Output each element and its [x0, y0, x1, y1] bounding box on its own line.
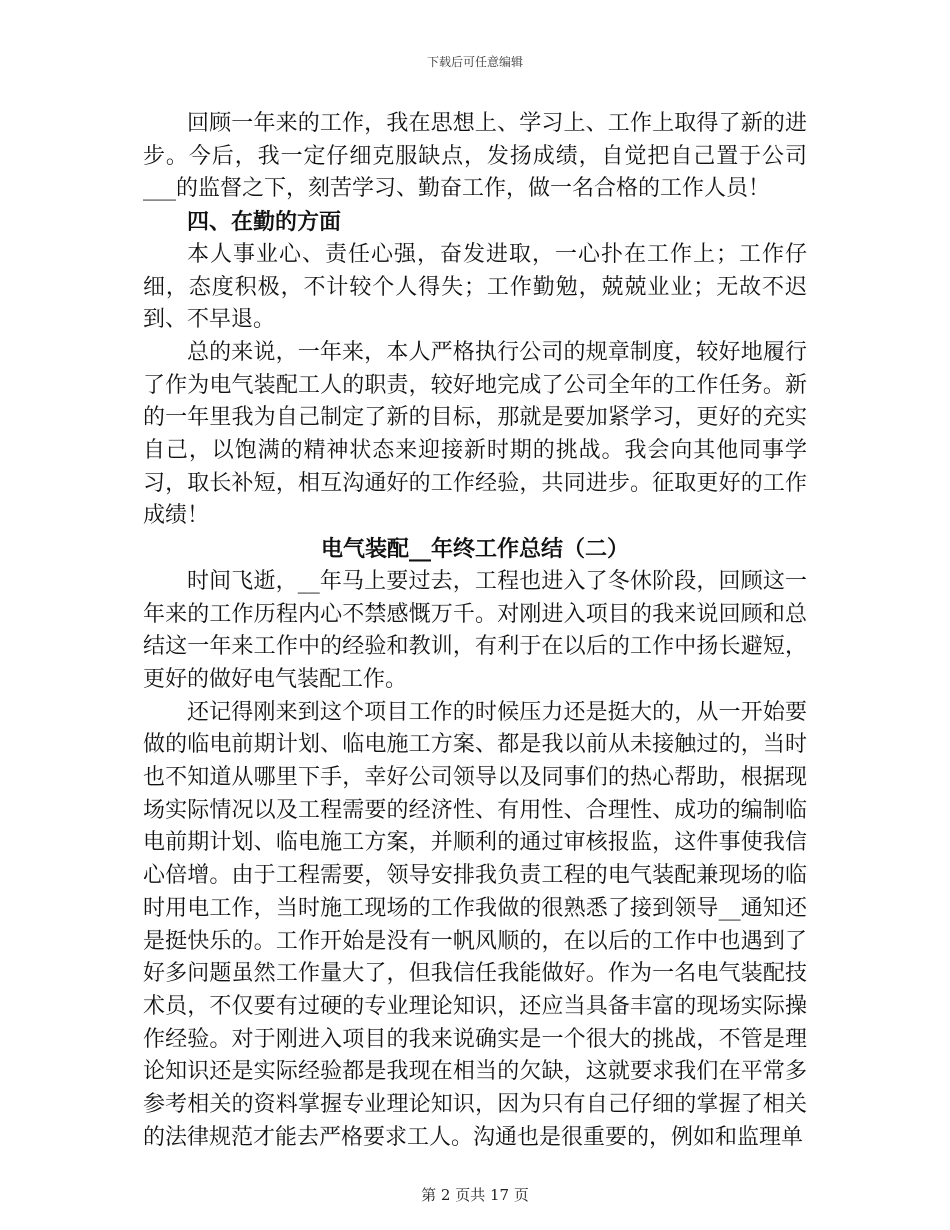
page-header: 下载后可任意编辑: [426, 55, 523, 69]
paragraph-project-experience: 还记得刚来到这个项目工作的时候压力还是挺大的，从一开始要做的临电前期计划、临电施工方案、都是我以前从未接触过的，当时也不知道从哪里下手，幸好公司领导以及同事们的热心帮助，根据现场实际情况以及工程需要的经济性、有用性、合理性、成功的编制临电前期计划、临电施工方案，并顺利的通过审核报监，这件事使我信心倍增。由于工程需要，领导安排我负责工程的电气装配兼现场的临时用电工作，当时施工现场的工作我做的很熟悉了接到领导__通知还是挺快乐的。工作开始是没有一帆风顺的，在以后的工作中也遇到了好多问题虽然工作量大了，但我信任我能做好。作为一名电气装配技术员，不仅要有过硬的专业理论知识，还应当具备丰富的现场实际操作经验。对于刚进入项目的我来说确实是一个很大的挑战，不管是理论知识还是实际经验都是我现在相当的欠缺，这就要求我们在平常多参考相关的资料掌握专业理论知识，因为只有自己仔细的掌握了相关的法律规范才能去严格要求工人。沟通也是很重要的，例如和监理单: [143, 699, 807, 1150]
paragraph-time-flies: 时间飞逝，__年马上要过去，工程也进入了冬休阶段，回顾这一年来的工作历程内心不禁感慨万千。对刚进入项目的我来说回顾和总结这一年来工作中的经验和教训，有利于在以后的工作中扬长避短，更好的做好电气装配工作。: [143, 568, 807, 692]
paragraph-review: 回顾一年来的工作，我在思想上、学习上、工作上取得了新的进步。今后，我一定仔细克服缺点，发扬成绩，自觉把自己置于公司___的监督之下，刻苦学习、勤奋工作，做一名合格的工作人员！: [143, 111, 807, 202]
page-footer: 第 2 页共 17 页: [421, 1186, 529, 1204]
section-heading-diligence: 四、在勤的方面: [187, 209, 342, 236]
document-title-part2: 电气装配__年终工作总结（二）: [320, 536, 629, 563]
document-body: [143, 108, 807, 1155]
paragraph-summary: 总的来说，一年来，本人严格执行公司的规章制度，较好地履行了作为电气装配工人的职责，较好地完成了公司全年的工作任务。新的一年里我为自己制定了新的目标，那就是要加紧学习，更好的充实自己，以饱满的精神状态来迎接新时期的挑战。我会向其他同事学习，取长补短，相互沟通好的工作经验，共同进步。征取更好的工作成绩！: [143, 339, 807, 529]
paragraph-diligence: 本人事业心、责任心强，奋发进取，一心扑在工作上；工作仔细，态度积极，不计较个人得失；工作勤勉，兢兢业业；无故不迟到、不早退。: [143, 241, 807, 333]
